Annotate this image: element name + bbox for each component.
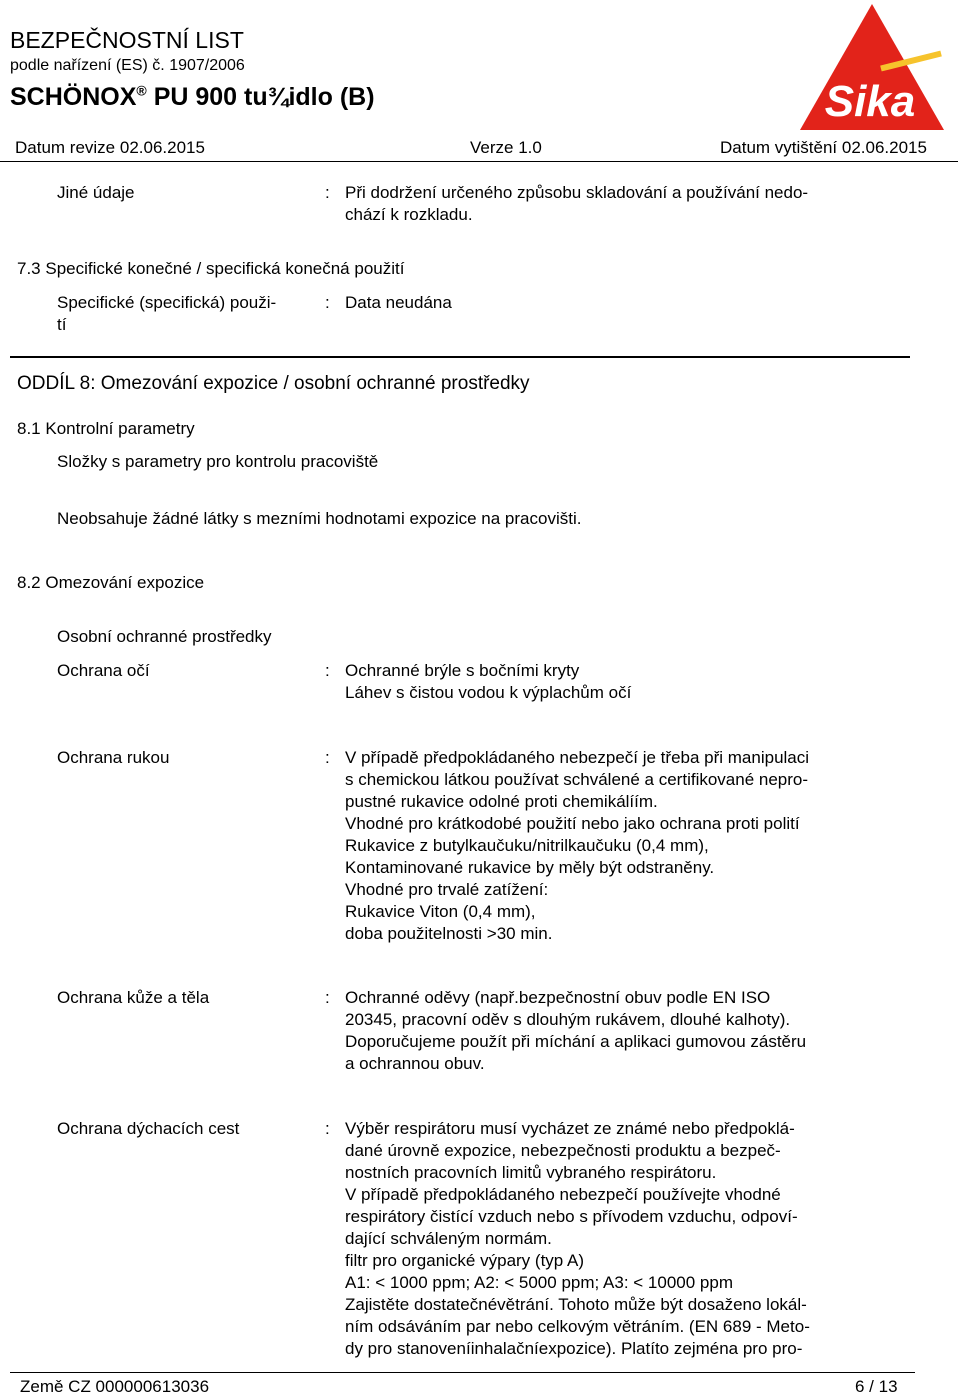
- no-limit-substances: Neobsahuje žádné látky s mezními hodnotami expozice na pracovišti.: [57, 509, 582, 528]
- value-line: Rukavice z butylkaučuku/nitrilkaučuku (0,4 mm),: [345, 836, 709, 855]
- eye-protection-label: Ochrana očí: [57, 661, 150, 680]
- value-line: s chemickou látkou používat schválené a certifikované nepro-: [345, 770, 809, 789]
- value-line: ním odsáváním par nebo celkovým větráním. (EN 689 - Meto-: [345, 1317, 810, 1336]
- skin-protection-value: [345, 987, 806, 1075]
- value-line: dy pro stanoveníinhalačníexpozice). Platíto zejména pro pro-: [345, 1339, 803, 1358]
- value-line: filtr pro organické výpary (typ A): [345, 1251, 585, 1270]
- registered-mark: ®: [136, 82, 147, 99]
- product-name: [10, 80, 375, 114]
- section-divider: [10, 356, 910, 358]
- label-line: tí: [57, 315, 67, 334]
- hand-protection-value: [345, 747, 809, 945]
- value-line: a ochrannou obuv.: [345, 1054, 485, 1073]
- value-line: V případě předpokládaného nebezpečí používejte vhodné: [345, 1185, 781, 1204]
- value-line: Zajistěte dostatečnévětrání. Tohoto může být dosaženo lokál-: [345, 1295, 807, 1314]
- value-line: chází k rozkladu.: [345, 205, 473, 224]
- section-8-title: ODDÍL 8: Omezování expozice / osobní ochranné prostředky: [17, 373, 530, 394]
- value-line: Výběr respirátoru musí vycházet ze známé nebo předpoklá-: [345, 1119, 795, 1138]
- footer-divider: [10, 1372, 915, 1373]
- logo-wordmark: Sika: [824, 77, 916, 126]
- value-line: Láhev s čistou vodou k výplachům očí: [345, 683, 632, 702]
- value-line: Doporučujeme použít při míchání a aplikaci gumovou zástěru: [345, 1032, 807, 1051]
- value-line: respirátory čistící vzduch nebo s přívodem vzduchu, odpoví-: [345, 1207, 798, 1226]
- colon: :: [325, 748, 330, 767]
- value-line: Vhodné pro krátkodobé použití nebo jako ochrana proti polití: [345, 814, 800, 833]
- colon: :: [325, 293, 330, 312]
- revision-date: Datum revize 02.06.2015: [15, 138, 205, 157]
- hand-protection-label: Ochrana rukou: [57, 748, 170, 767]
- sika-logo: [798, 2, 946, 132]
- header-divider: [0, 161, 958, 162]
- colon: :: [325, 661, 330, 680]
- value-line: Při dodržení určeného způsobu skladování a používání nedo-: [345, 183, 809, 202]
- product-suffix: PU 900 tu¾idlo (B): [153, 83, 375, 111]
- subsection-7-3-title: 7.3 Specifické konečné / specifická konečná použití: [17, 259, 405, 278]
- specific-use-value: Data neudána: [345, 293, 452, 312]
- value-line: Ochranné brýle s bočními kryty: [345, 661, 580, 680]
- label-line: Specifické (specifická) použi-: [57, 293, 277, 312]
- value-line: Kontaminované rukavice by měly být odstraněny.: [345, 858, 715, 877]
- colon: :: [325, 1119, 330, 1138]
- value-line: doba použitelnosti >30 min.: [345, 924, 553, 943]
- other-info-value: [345, 182, 808, 226]
- other-info-label: Jiné údaje: [57, 183, 135, 202]
- respiratory-protection-label: Ochrana dýchacích cest: [57, 1119, 240, 1138]
- value-line: A1: < 1000 ppm; A2: < 5000 ppm; A3: < 10000 ppm: [345, 1273, 733, 1292]
- value-line: V případě předpokládaného nebezpečí je třeba při manipulaci: [345, 748, 810, 767]
- footer-country-code: Země CZ 000000613036: [20, 1377, 210, 1396]
- print-date: Datum vytištění 02.06.2015: [720, 138, 927, 157]
- subsection-8-1-title: 8.1 Kontrolní parametry: [17, 419, 195, 438]
- subsection-8-2-title: 8.2 Omezování expozice: [17, 573, 205, 592]
- value-line: 20345, pracovní oděv s dlouhým rukávem, dlouhé kalhoty).: [345, 1010, 791, 1029]
- value-line: dané úrovně expozice, nebezpečnosti produktu a bezpeč-: [345, 1141, 781, 1160]
- colon: :: [325, 988, 330, 1007]
- version: Verze 1.0: [470, 138, 542, 157]
- value-line: dající schváleným normám.: [345, 1229, 552, 1248]
- value-line: Ochranné oděvy (např.bezpečnostní obuv podle EN ISO: [345, 988, 771, 1007]
- eye-protection-value: [345, 660, 631, 704]
- colon: :: [325, 183, 330, 202]
- regulation-reference: podle nařízení (ES) č. 1907/2006: [10, 57, 245, 74]
- product-brand: SCHÖNOX: [10, 83, 137, 111]
- components-heading: Složky s parametry pro kontrolu pracoviště: [57, 452, 379, 471]
- value-line: nostních pracovních limitů vybraného respirátoru.: [345, 1163, 717, 1182]
- value-line: Vhodné pro trvalé zatížení:: [345, 880, 549, 899]
- document-title: BEZPEČNOSTNÍ LIST: [10, 27, 244, 53]
- value-line: pustné rukavice odolné proti chemikálíím.: [345, 792, 658, 811]
- skin-protection-label: Ochrana kůže a těla: [57, 988, 210, 1007]
- value-line: Rukavice Viton (0,4 mm),: [345, 902, 536, 921]
- ppe-heading: Osobní ochranné prostředky: [57, 627, 272, 646]
- page-number: 6 / 13: [855, 1377, 898, 1396]
- respiratory-protection-value: [345, 1118, 810, 1360]
- specific-use-label: [57, 292, 276, 336]
